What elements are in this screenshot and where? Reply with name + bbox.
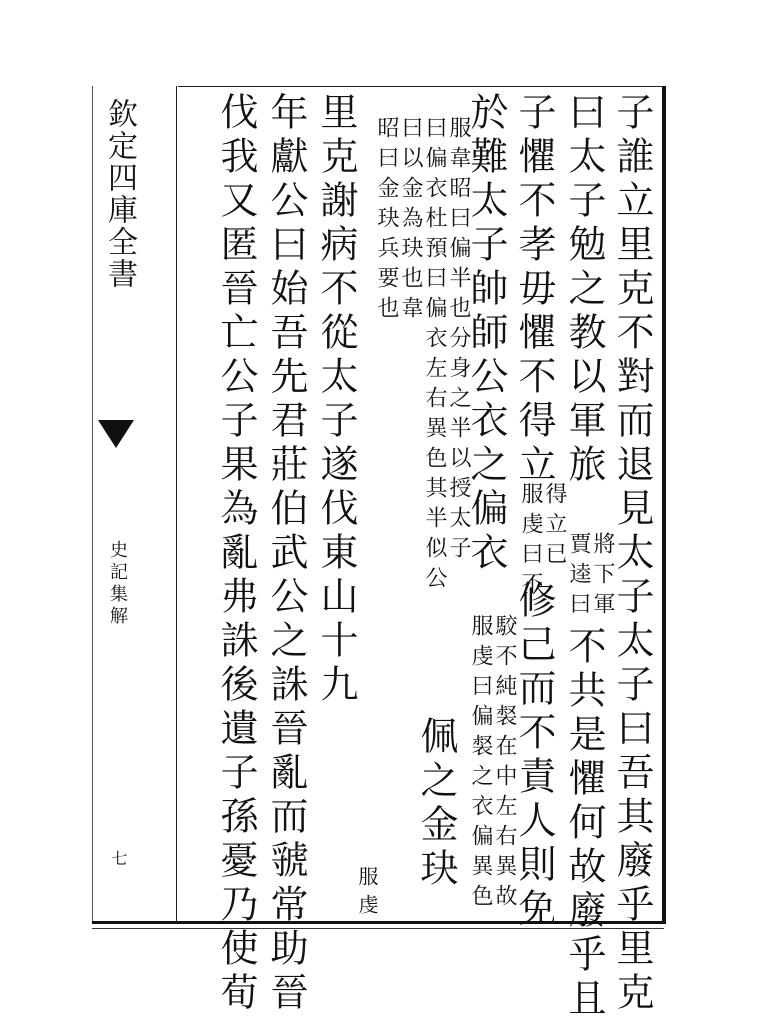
- text-column-6a: 佩之金玦: [414, 716, 458, 892]
- text-column-1: 子誰立里克不對而退見太子太子曰吾其廢乎里克: [610, 92, 654, 1016]
- commentary-5a: 曰偏衣杜預曰偏衣左右異色其半似公: [422, 116, 447, 596]
- text-column-8: 年獻公曰始吾先君莊伯武公之誅晉亂而虢常助晉: [264, 92, 308, 1016]
- book-title: 史記集解: [107, 540, 128, 628]
- commentary-2b: 將下軍: [590, 532, 615, 622]
- commentary-3a: 服虔曰不: [518, 482, 543, 602]
- commentary-5b: 服韋昭曰偏半也分身之半以授太子: [446, 116, 471, 566]
- page-number: 七: [109, 850, 128, 866]
- text-column-7-line: 里克謝病不從太子遂伐東山十九: [314, 92, 358, 708]
- text-column-2b: 不共是懼何故廢乎且: [562, 626, 606, 1022]
- commentary-2a: 賈逵曰: [566, 532, 591, 622]
- text-column-4: 於難太子帥師公衣之偏衣: [464, 92, 508, 576]
- commentary-6b: 曰以金為玦也韋: [398, 116, 423, 326]
- text-column-3b: 修己而不責人則免: [512, 580, 556, 932]
- main-text: [180, 92, 658, 1022]
- commentary-6c: 昭曰金玦兵要也: [374, 116, 399, 326]
- page-gutter: [94, 90, 174, 920]
- collection-title: 欽定四庫全書: [102, 98, 137, 290]
- commentary-3b: 得立已: [542, 482, 567, 572]
- commentary-fu-qian: 服虔: [355, 866, 379, 922]
- commentary-4b: 駮不純裻在中左右異故: [492, 614, 517, 914]
- text-column-3a: 子懼不孝毋懼不得立: [512, 92, 556, 488]
- text-column-2a: 曰太子勉之教以軍旅: [562, 92, 606, 488]
- text-column-9: 伐我又匿晉亡公子果為亂弗誅後遺子孫憂乃使荀: [214, 92, 258, 1016]
- fishtail-mark-icon: [98, 420, 134, 448]
- text-column-7: [314, 92, 358, 708]
- commentary-4a: 服虔曰偏裻之衣偏異色: [468, 614, 493, 914]
